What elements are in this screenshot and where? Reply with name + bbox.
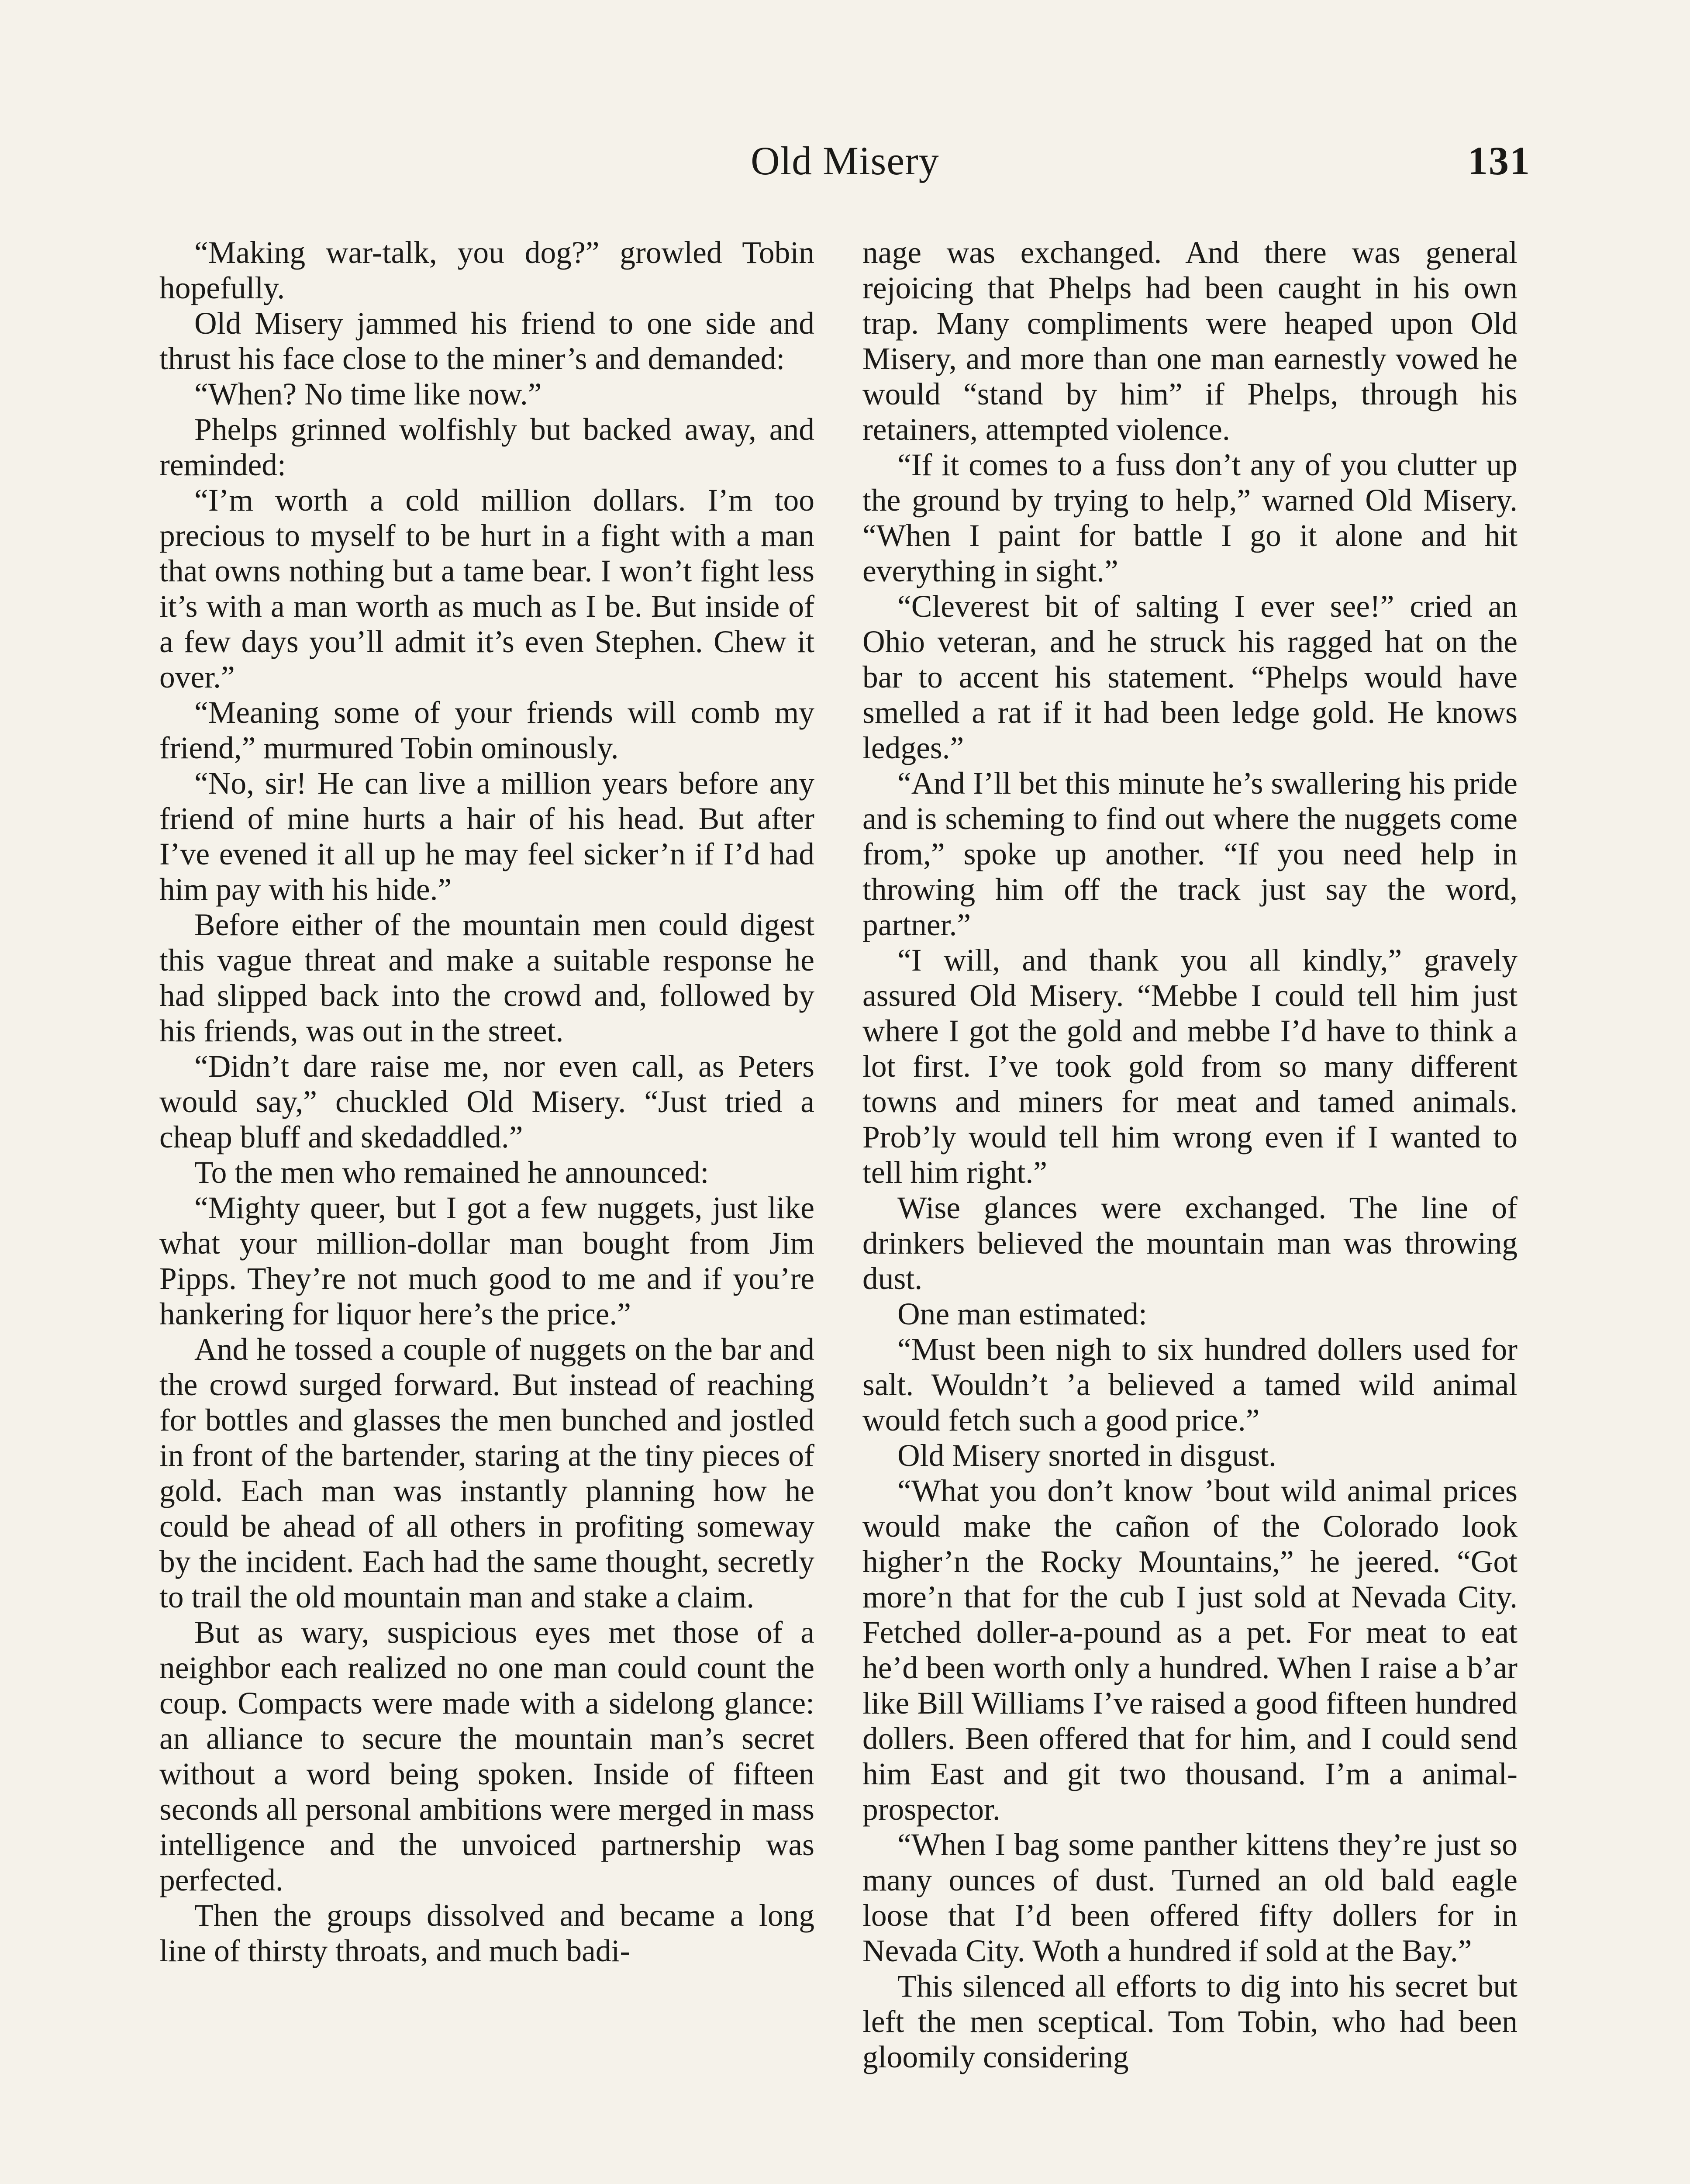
paragraph: Then the groups dissolved and became a long line of thirsty throats, and much badi-	[159, 1898, 814, 1968]
paragraph: And he tossed a couple of nuggets on the bar and the crowd surged forward. But instead of reaching for bottles and glasses the men bunched and jostled in front of the bartender, staring at the tiny pieces of gold. Each man was instantly planning how he could be ahead of all others in profiting someway by the incident. Each had the same thought, secretly to trail the old mountain man and stake a claim.	[159, 1332, 814, 1614]
paragraph: But as wary, suspicious eyes met those of a neighbor each realized no one man could count the coup. Compacts were made with a sidelong glance: an alliance to secure the mountain man’s secret without a word being spoken. Inside of fifteen seconds all personal ambitions were merged in mass intelligence and the unvoiced partnership was perfected.	[159, 1615, 814, 1897]
paragraph: “No, sir! He can live a million years before any friend of mine hurts a hair of his head. But after I’ve evened it all up he may feel sicker’n if I’d had him pay with his hide.”	[159, 766, 814, 907]
running-title: Old Misery	[751, 138, 939, 183]
paragraph: “I will, and thank you all kindly,” gravely assured Old Misery. “Mebbe I could tell him just where I got the gold and mebbe I’d have to think a lot first. I’ve took gold from so many different towns and miners for meat and tamed animals. Prob’ly would tell him wrong even if I wanted to tell him right.”	[862, 943, 1518, 1190]
paragraph: “Cleverest bit of salting I ever see!” cried an Ohio veteran, and he struck his ragged hat on the bar to accent his statement. “Phelps would have smelled a rat if it had been ledge gold. He knows ledges.”	[862, 589, 1518, 765]
paragraph: “If it comes to a fuss don’t any of you clutter up the ground by trying to help,” warned Old Misery. “When I paint for battle I go it alone and hit everything in sight.”	[862, 448, 1518, 588]
right-column	[862, 235, 1518, 2075]
paragraph: Phelps grinned wolfishly but backed away, and reminded:	[159, 412, 814, 482]
paragraph: Old Misery jammed his friend to one side and thrust his face close to the miner’s and demanded:	[159, 306, 814, 376]
paragraph: This silenced all efforts to dig into his secret but left the men sceptical. Tom Tobin, who had been gloomily considering	[862, 1969, 1518, 2074]
paragraph: “Making war-talk, you dog?” growled Tobin hopefully.	[159, 235, 814, 305]
paragraph: “When? No time like now.”	[194, 377, 542, 411]
paragraph: nage was exchanged. And there was general rejoicing that Phelps had been caught in his own trap. Many compliments were heaped upon Old Misery, and more than one man earnestly vowed he would “stand by him” if Phelps, through his retainers, attempted violence.	[862, 235, 1518, 447]
paragraph: To the men who remained he announced:	[194, 1155, 709, 1190]
paragraph: “Must been nigh to six hundred dollers used for salt. Wouldn’t ’a believed a tamed wild animal would fetch such a good price.”	[862, 1332, 1518, 1438]
paragraph: “And I’ll bet this minute he’s swallering his pride and is scheming to find out where the nuggets come from,” spoke up another. “If you need help in throwing him off the track just say the word, partner.”	[862, 766, 1518, 942]
paragraph: Old Misery snorted in disgust.	[897, 1438, 1276, 1473]
paragraph: “What you don’t know ’bout wild animal prices would make the cañon of the Colorado look higher’n the Rocky Mountains,” he jeered. “Got more’n that for the cub I just sold at Nevada City. Fetched doller-a-pound as a pet. For meat to eat he’d been worth only a hundred. When I raise a b’ar like Bill Williams I’ve raised a good fifteen hundred dollers. Been offered that for him, and I could send him East and git two thousand. I’m a animal-prospector.	[862, 1474, 1518, 1827]
paragraph: Before either of the mountain men could digest this vague threat and make a suitable response he had slipped back into the crowd and, followed by his friends, was out in the street.	[159, 908, 814, 1048]
paragraph: Wise glances were exchanged. The line of drinkers believed the mountain man was throwing dust.	[862, 1191, 1518, 1296]
running-head	[0, 138, 1690, 203]
paragraph: One man estimated:	[897, 1297, 1147, 1331]
page-number: 131	[1468, 138, 1531, 183]
paragraph: “Didn’t dare raise me, nor even call, as Peters would say,” chuckled Old Misery. “Just tried a cheap bluff and skedaddled.”	[159, 1049, 814, 1154]
left-column	[159, 235, 814, 1969]
paragraph: “When I bag some panther kittens they’re just so many ounces of dust. Turned an old bald eagle loose that I’d been offered fifty dollers for in Nevada City. Woth a hundred if sold at the Bay.”	[862, 1828, 1518, 1968]
paragraph: “Mighty queer, but I got a few nuggets, just like what your million-dollar man bought from Jim Pipps. They’re not much good to me and if you’re hankering for liquor here’s the price.”	[159, 1191, 814, 1331]
paragraph: “I’m worth a cold million dollars. I’m too precious to myself to be hurt in a fight with a man that owns nothing but a tame bear. I won’t fight less it’s with a man worth as much as I be. But inside of a few days you’ll admit it’s even Stephen. Chew it over.”	[159, 483, 814, 695]
paragraph: “Meaning some of your friends will comb my friend,” murmured Tobin ominously.	[159, 695, 814, 765]
